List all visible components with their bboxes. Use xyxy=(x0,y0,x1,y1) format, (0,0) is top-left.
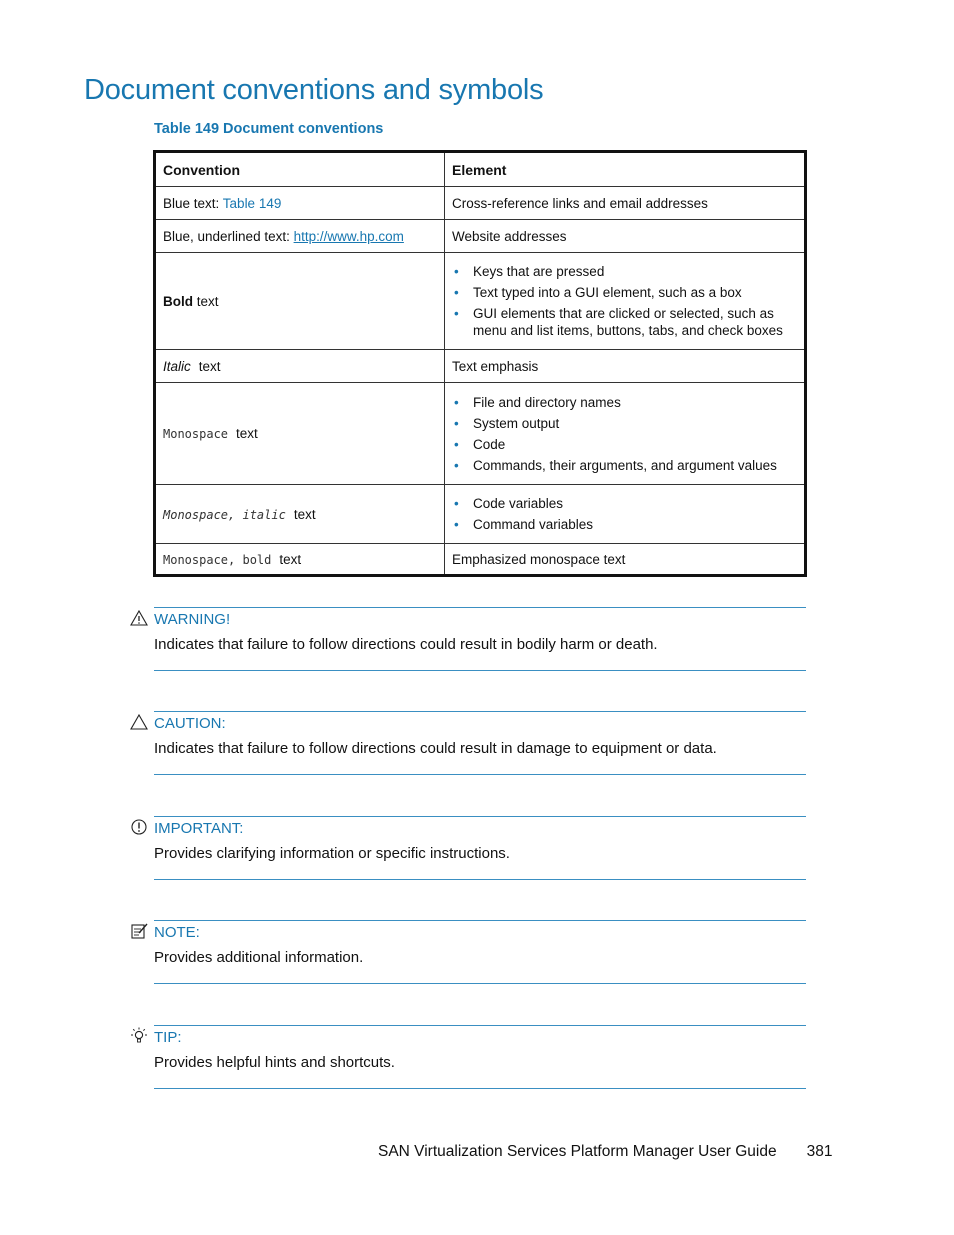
convention-cell xyxy=(155,220,445,253)
list-item: • Command variables xyxy=(452,516,797,533)
table-row xyxy=(155,485,806,544)
monospace-italic-sample: Monospace, italic xyxy=(163,507,286,522)
page-number: 381 xyxy=(806,1143,833,1160)
list-item: • Keys that are pressed xyxy=(452,263,797,280)
table-header-row xyxy=(155,152,806,187)
cross-reference-link[interactable]: Table 149 xyxy=(222,195,282,211)
notice-text: Indicates that failure to follow directions could result in bodily harm or death. xyxy=(154,636,658,653)
element-cell xyxy=(445,253,806,350)
warning-triangle-icon xyxy=(130,609,148,627)
column-header-convention: Convention xyxy=(155,152,445,187)
notice-label: IMPORTANT: xyxy=(154,820,244,837)
table-row xyxy=(155,220,806,253)
divider xyxy=(154,879,806,880)
table-row xyxy=(155,253,806,350)
convention-suffix: text xyxy=(279,551,302,567)
element-cell: Text emphasis xyxy=(445,350,806,383)
guide-title: SAN Virtualization Services Platform Manager User Guide xyxy=(378,1143,777,1160)
divider xyxy=(154,1025,806,1026)
list-item: • System output xyxy=(452,415,797,432)
element-cell: Website addresses xyxy=(445,220,806,253)
divider xyxy=(154,774,806,775)
page-title: Document conventions and symbols xyxy=(84,74,544,106)
convention-cell xyxy=(155,253,445,350)
notice-label: NOTE: xyxy=(154,924,200,941)
caution-triangle-icon xyxy=(130,713,148,731)
italic-sample: Italic xyxy=(163,358,191,374)
divider xyxy=(154,711,806,712)
element-cell: Cross-reference links and email addresses xyxy=(445,187,806,220)
element-cell: Emphasized monospace text xyxy=(445,544,806,576)
exclamation-circle-icon xyxy=(130,818,148,836)
element-list xyxy=(452,394,797,474)
table-row xyxy=(155,544,806,576)
convention-cell xyxy=(155,187,445,220)
divider xyxy=(154,983,806,984)
convention-cell xyxy=(155,544,445,576)
table-row xyxy=(155,350,806,383)
notice-label: TIP: xyxy=(154,1029,182,1046)
notice-label: WARNING! xyxy=(154,611,231,628)
element-list xyxy=(452,495,797,533)
bold-sample: Bold xyxy=(163,293,193,309)
convention-suffix: text xyxy=(198,358,221,374)
convention-suffix: text xyxy=(236,426,258,441)
element-cell xyxy=(445,383,806,485)
table-row xyxy=(155,383,806,485)
list-item: • Code xyxy=(452,436,797,453)
monospace-sample: Monospace xyxy=(163,427,229,441)
divider xyxy=(154,1088,806,1089)
page-footer xyxy=(378,1143,832,1161)
note-pad-icon xyxy=(130,922,148,940)
website-link[interactable]: http://www.hp.com xyxy=(293,228,404,244)
convention-suffix: text xyxy=(293,506,316,522)
divider xyxy=(154,607,806,608)
list-item: • File and directory names xyxy=(452,394,797,411)
element-list xyxy=(452,263,797,339)
notice-text: Provides clarifying information or specific instructions. xyxy=(154,845,510,862)
divider xyxy=(154,816,806,817)
lightbulb-icon xyxy=(130,1027,148,1045)
convention-cell xyxy=(155,350,445,383)
list-item: • Commands, their arguments, and argument values xyxy=(452,457,797,474)
divider xyxy=(154,920,806,921)
list-item: • Text typed into a GUI element, such as a box xyxy=(452,284,797,301)
convention-cell xyxy=(155,485,445,544)
convention-prefix: Blue text: xyxy=(163,195,223,211)
notice-text: Provides helpful hints and shortcuts. xyxy=(154,1054,395,1071)
convention-prefix: Blue, underlined text: xyxy=(163,228,294,244)
list-item: • GUI elements that are clicked or selected, such as menu and list items, buttons, tabs, and check boxes xyxy=(452,305,797,339)
conventions-table xyxy=(153,150,807,577)
convention-cell xyxy=(155,383,445,485)
table-caption: Table 149 Document conventions xyxy=(154,121,384,137)
notice-label: CAUTION: xyxy=(154,715,226,732)
element-cell xyxy=(445,485,806,544)
list-item: • Code variables xyxy=(452,495,797,512)
notice-text: Indicates that failure to follow directions could result in damage to equipment or data. xyxy=(154,740,717,757)
convention-suffix: text xyxy=(193,293,219,309)
column-header-element: Element xyxy=(445,152,806,187)
notice-text: Provides additional information. xyxy=(154,949,364,966)
monospace-bold-sample: Monospace, bold xyxy=(163,552,272,567)
table-row xyxy=(155,187,806,220)
divider xyxy=(154,670,806,671)
